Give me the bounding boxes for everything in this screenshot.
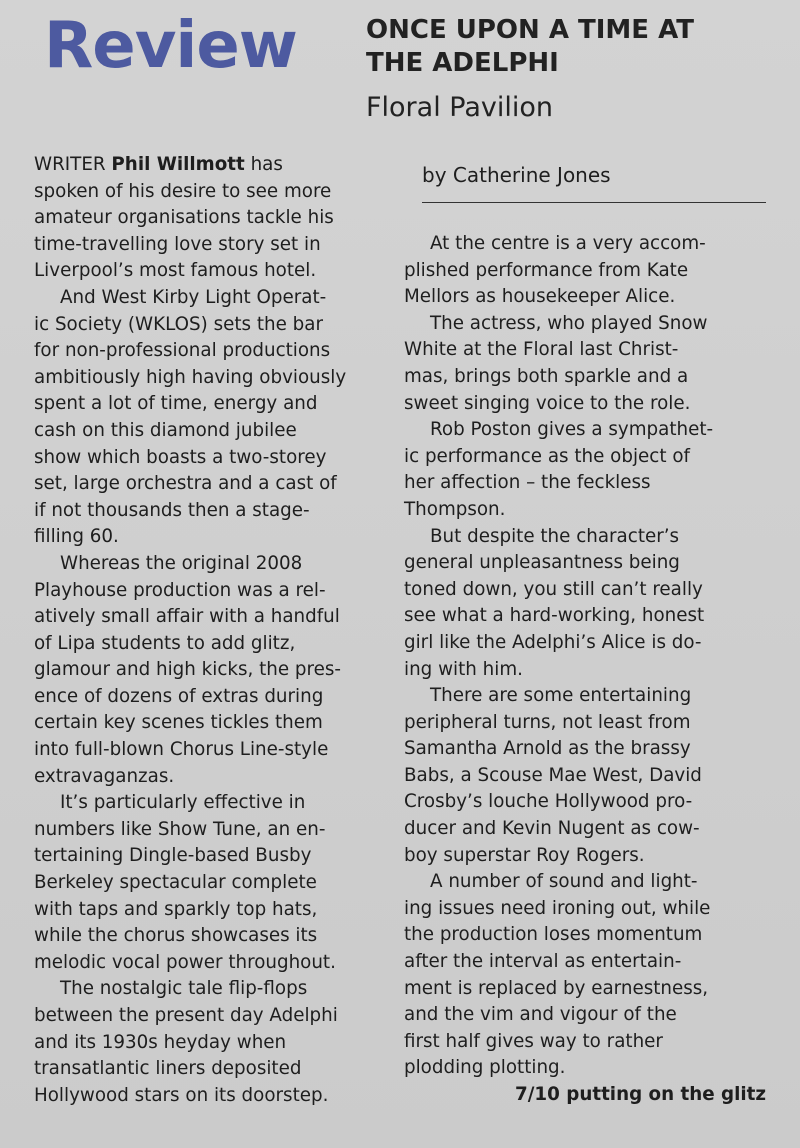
text-line: ing issues need ironing out, while bbox=[404, 897, 711, 919]
text-line: glamour and high kicks, the pres- bbox=[34, 659, 342, 681]
text-line: extravaganzas. bbox=[34, 765, 175, 787]
text-line: spent a lot of time, energy and bbox=[34, 393, 318, 415]
text-line: Crosby’s louche Hollywood pro- bbox=[404, 791, 693, 813]
text-line: and its 1930s heyday when bbox=[34, 1031, 287, 1053]
text-line: There are some entertaining bbox=[430, 685, 692, 707]
dropcap-lead: WRITER bbox=[34, 154, 112, 175]
text-line: for non-professional productions bbox=[34, 340, 331, 362]
text-line: The nostalgic tale flip-flops bbox=[60, 978, 308, 1000]
left-column bbox=[34, 152, 386, 1109]
text-line: plodding plotting. bbox=[404, 1057, 566, 1079]
text-line: The actress, who played Snow bbox=[430, 312, 708, 334]
text-line: filling 60. bbox=[34, 526, 119, 548]
text-line: ment is replaced by earnestness, bbox=[404, 977, 709, 999]
headline-line-2: THE ADELPHI bbox=[366, 48, 559, 78]
text-line: Mellors as housekeeper Alice. bbox=[404, 286, 676, 308]
text-line: Berkeley spectacular complete bbox=[34, 872, 317, 894]
text-line: toned down, you still can’t really bbox=[404, 578, 703, 600]
text-line: ic performance as the object of bbox=[404, 445, 690, 467]
text-line: boy superstar Roy Rogers. bbox=[404, 844, 645, 866]
byline: by Catherine Jones bbox=[422, 163, 611, 187]
rating: 7/10 putting on the glitz bbox=[515, 1084, 766, 1105]
text-line: sweet singing voice to the role. bbox=[404, 392, 691, 414]
paragraph bbox=[404, 311, 768, 417]
text-line: and the vim and vigour of the bbox=[404, 1004, 677, 1026]
text-line: set, large orchestra and a cast of bbox=[34, 473, 337, 495]
text-line: plished performance from Kate bbox=[404, 259, 689, 281]
right-column-body bbox=[404, 231, 768, 1082]
text-line: general unpleasantness being bbox=[404, 552, 680, 574]
text-line: ambitiously high having obviously bbox=[34, 366, 347, 388]
paragraph bbox=[34, 790, 386, 976]
text-line bbox=[34, 152, 386, 179]
text-line: And West Kirby Light Operat- bbox=[60, 286, 327, 308]
paragraph bbox=[404, 524, 768, 684]
text-line: see what a hard-working, honest bbox=[404, 605, 705, 627]
text-line: White at the Floral last Christ- bbox=[404, 339, 679, 361]
text-line: between the present day Adelphi bbox=[34, 1005, 338, 1026]
text-line: transatlantic liners deposited bbox=[34, 1058, 302, 1080]
author-name: Phil Willmott bbox=[111, 154, 245, 175]
text-line: Liverpool’s most famous hotel. bbox=[34, 260, 317, 282]
text-line: if not thousands then a stage- bbox=[34, 499, 310, 521]
paragraph bbox=[34, 152, 386, 285]
text-line: spoken of his desire to see more bbox=[34, 180, 332, 202]
text-line: It’s particularly effective in bbox=[60, 792, 306, 814]
paragraph bbox=[34, 976, 386, 1109]
paragraph bbox=[34, 285, 386, 551]
text-line: ing with him. bbox=[404, 658, 523, 680]
text-line: Playhouse production was a rel- bbox=[34, 579, 326, 601]
text-line: ic Society (WKLOS) sets the bar bbox=[34, 313, 323, 335]
text-line: tertaining Dingle-based Busby bbox=[34, 845, 312, 867]
paragraph bbox=[404, 869, 768, 1082]
text-line: first half gives way to rather bbox=[404, 1030, 663, 1052]
article-headline bbox=[366, 14, 786, 80]
headline-line-1: ONCE UPON A TIME AT bbox=[366, 15, 694, 45]
paragraph bbox=[404, 417, 768, 523]
text-line: peripheral turns, not least from bbox=[404, 711, 691, 733]
text-line: Whereas the original 2008 bbox=[60, 552, 303, 574]
text-line: time-travelling love story set in bbox=[34, 233, 321, 255]
text-line: melodic vocal power throughout. bbox=[34, 951, 336, 973]
text-line: Samantha Arnold as the brassy bbox=[404, 738, 691, 760]
byline-divider bbox=[422, 202, 766, 203]
text-line: numbers like Show Tune, an en- bbox=[34, 818, 326, 840]
text-line: the production loses momentum bbox=[404, 924, 703, 946]
text-line: after the interval as entertain- bbox=[404, 951, 682, 973]
paragraph bbox=[404, 683, 768, 869]
text-line: with taps and sparkly top hats, bbox=[34, 898, 318, 920]
text-line: Babs, a Scouse Mae West, David bbox=[404, 764, 702, 786]
text-line: of Lipa students to add glitz, bbox=[34, 632, 296, 654]
text-line: mas, brings both sparkle and a bbox=[404, 365, 689, 387]
text-line: Hollywood stars on its doorstep. bbox=[34, 1084, 329, 1106]
paragraph bbox=[34, 551, 386, 790]
text-line: her affection – the feckless bbox=[404, 472, 651, 494]
text-line: while the chorus showcases its bbox=[34, 925, 318, 947]
text-line: At the centre is a very accom- bbox=[430, 233, 706, 254]
text-line: into full-blown Chorus Line-style bbox=[34, 739, 329, 761]
text-line: A number of sound and light- bbox=[430, 871, 698, 893]
text-line: certain key scenes tickles them bbox=[34, 712, 323, 734]
text-line: cash on this diamond jubilee bbox=[34, 419, 297, 441]
paragraph bbox=[404, 231, 768, 311]
text-line: girl like the Adelphi’s Alice is do- bbox=[404, 631, 702, 653]
text-line: Thompson. bbox=[404, 498, 506, 520]
section-label: Review bbox=[44, 9, 297, 83]
venue-subtitle: Floral Pavilion bbox=[366, 92, 554, 123]
text-line: show which boasts a two-storey bbox=[34, 446, 327, 468]
text-fragment: has bbox=[244, 154, 283, 175]
right-column bbox=[404, 160, 768, 1109]
text-line: But despite the character’s bbox=[430, 525, 680, 547]
text-line: amateur organisations tackle his bbox=[34, 207, 334, 229]
text-line: ence of dozens of extras during bbox=[34, 685, 324, 707]
text-line: Rob Poston gives a sympathet- bbox=[430, 419, 714, 441]
text-line: ducer and Kevin Nugent as cow- bbox=[404, 818, 700, 840]
text-line: atively small affair with a handful bbox=[34, 606, 340, 628]
